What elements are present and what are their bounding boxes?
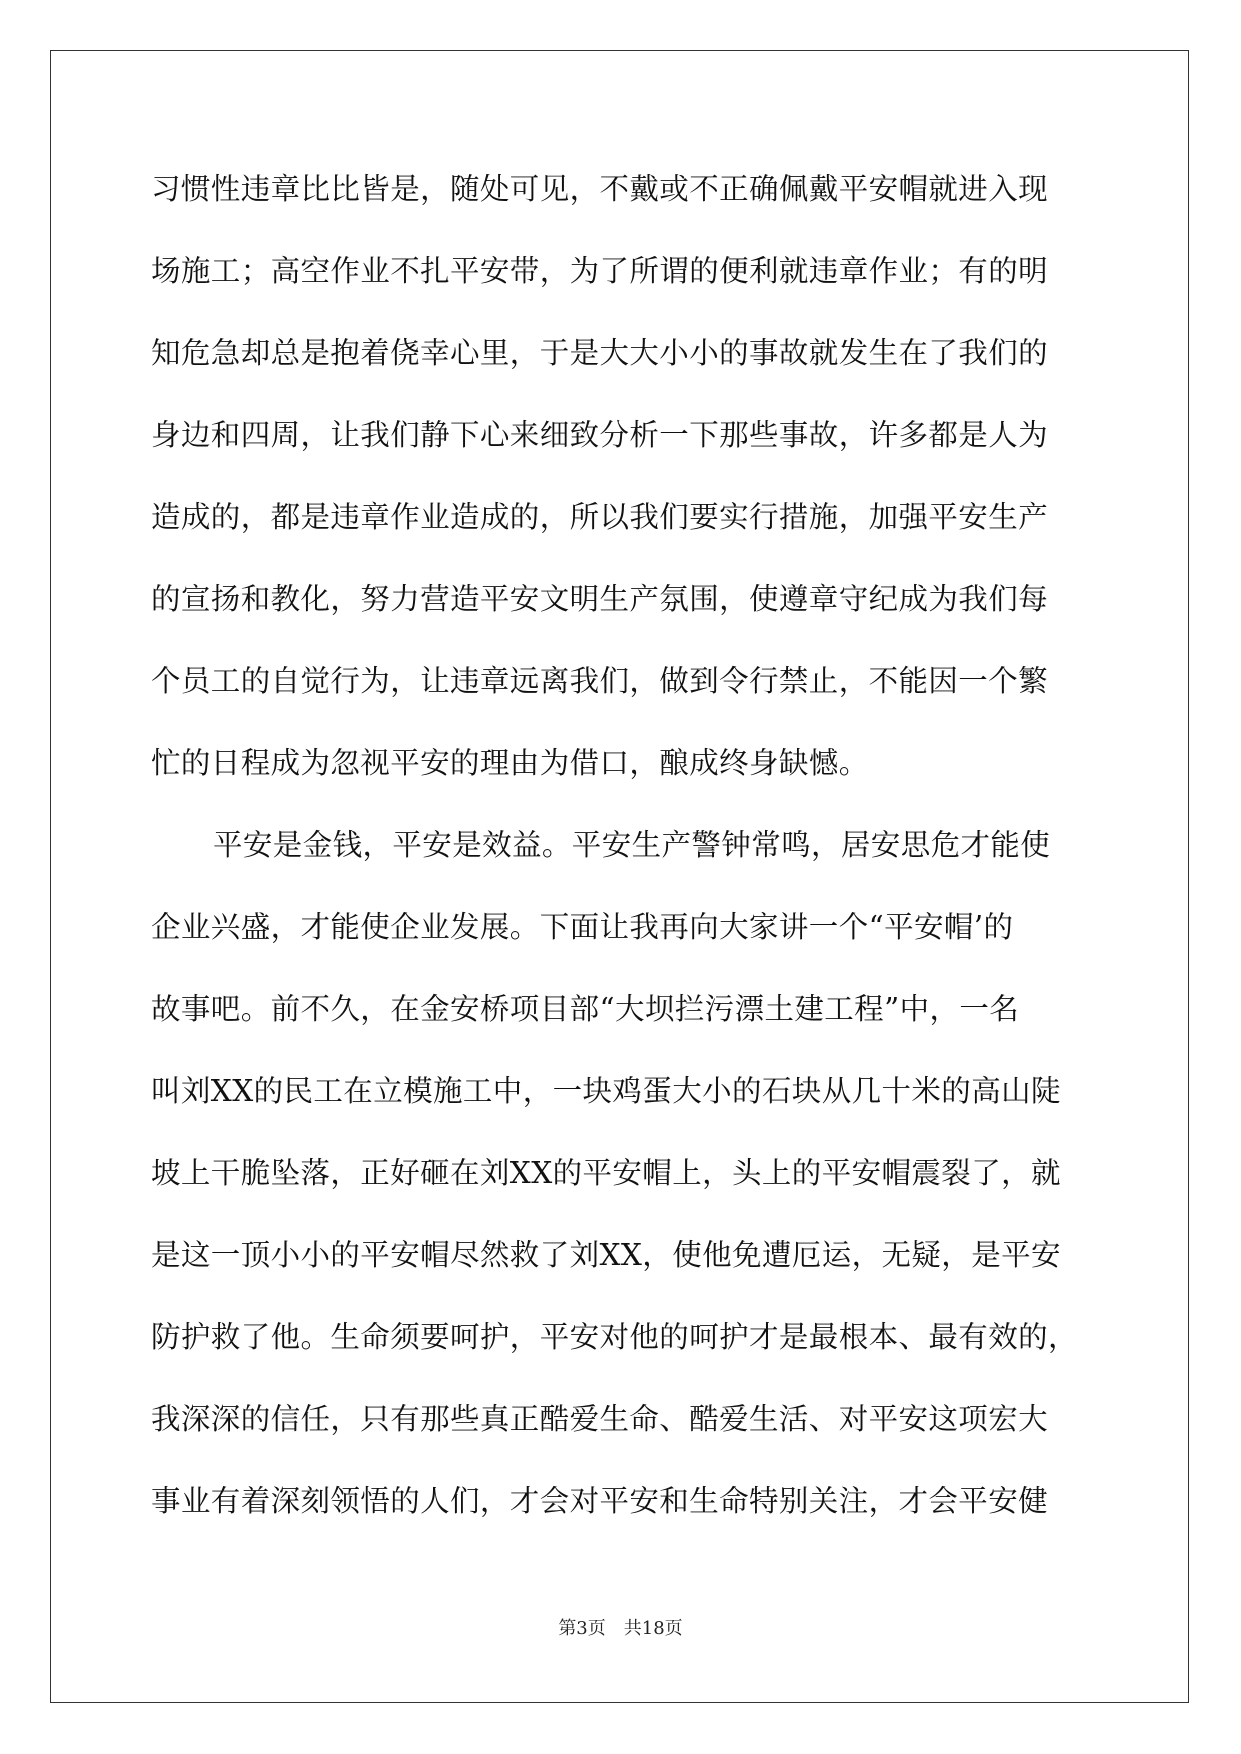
text-line: 习惯性违章比比皆是，随处可见，不戴或不正确佩戴平安帽就进入现 bbox=[151, 172, 1049, 206]
text-line: 事业有着深刻领悟的人们，才会对平安和生命特别关注，才会平安健 bbox=[151, 1484, 1049, 1518]
text-line: 防护救了他。生命须要呵护，平安对他的呵护才是最根本、最有效的， bbox=[151, 1320, 1078, 1354]
page-footer bbox=[0, 1614, 1241, 1640]
text-line: 造成的，都是违章作业造成的，所以我们要实行措施，加强平安生产 bbox=[151, 500, 1049, 534]
page-number: 第3页 bbox=[558, 1618, 606, 1639]
text-line: 是这一顶小小的平安帽尽然救了刘XX，使他免遭厄运，无疑，是平安 bbox=[151, 1238, 1061, 1272]
text-line: 个员工的自觉行为，让违章远离我们，做到令行禁止，不能因一个繁 bbox=[151, 664, 1049, 698]
text-line: 故事吧。前不久，在金安桥项目部“大坝拦污漂土建工程”中，一名 bbox=[151, 992, 1020, 1026]
paragraph-start-line: 平安是金钱，平安是效益。平安生产警钟常鸣，居安思危才能使 bbox=[213, 828, 1051, 862]
text-line: 知危急却总是抱着侥幸心里，于是大大小小的事故就发生在了我们的 bbox=[151, 336, 1049, 370]
text-line: 我深深的信任，只有那些真正酷爱生命、酷爱生活、对平安这项宏大 bbox=[151, 1402, 1049, 1436]
text-line: 场施工；高空作业不扎平安带，为了所谓的便利就违章作业；有的明 bbox=[151, 254, 1049, 288]
text-line: 忙的日程成为忽视平安的理由为借口，酿成终身缺憾。 bbox=[151, 746, 869, 780]
page-total: 共18页 bbox=[623, 1618, 683, 1639]
text-line: 坡上干脆坠落，正好砸在刘XX的平安帽上，头上的平安帽震裂了，就 bbox=[151, 1156, 1061, 1190]
text-line: 的宣扬和教化，努力营造平安文明生产氛围，使遵章守纪成为我们每 bbox=[151, 582, 1049, 616]
text-line: 身边和四周，让我们静下心来细致分析一下那些事故，许多都是人为 bbox=[151, 418, 1049, 452]
document-body bbox=[151, 148, 1091, 1542]
text-line: 叫刘XX的民工在立模施工中，一块鸡蛋大小的石块从几十米的高山陡 bbox=[151, 1074, 1061, 1108]
text-line: 企业兴盛，才能使企业发展。下面让我再向大家讲一个“平安帽’的 bbox=[151, 910, 1014, 944]
